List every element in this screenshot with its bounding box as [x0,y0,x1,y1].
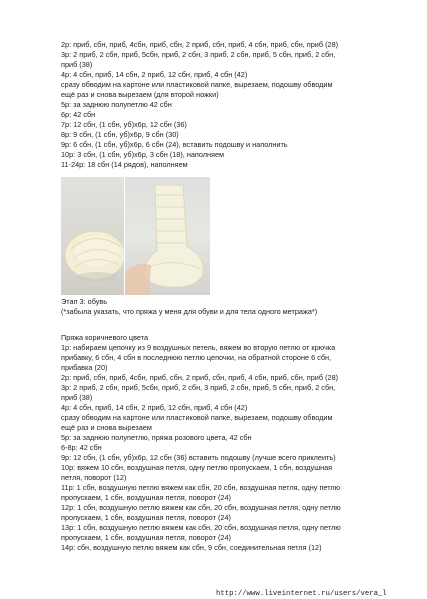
stage-note: (*забыла указать, что пряжа у меня для обуви и для тела одного метража*) [61,307,318,316]
text-line: ещё раз и снова вырезаем (для второй ножки) [61,90,219,99]
text-line: 12р: 1 сбн, воздушную петлю вяжем как сбн, 20 сбн, воздушная петля, одну петлю [61,503,341,512]
text-line: приб (38) [61,60,93,69]
text-line: Пряжа коричневого цвета [61,333,149,342]
pattern-rows-brown [61,333,421,553]
text-line: пропускаем, 1 сбн, воздушная петля, поворот (24) [61,493,231,502]
crocheted-foot-photo-top-view [61,177,124,295]
text-line: 3р: 2 приб, 2 сбн, приб, 5сбн, приб, 2 сбн, 3 приб, 2 сбн, приб, 5 сбн, приб, 2 сбн, [61,50,336,59]
text-line: 11-24р: 18 сбн (14 рядов), наполняем [61,160,188,169]
text-line: 11р: 1 сбн, воздушную петлю вяжем как сбн, 20 сбн, воздушная петля, одну петлю [61,483,341,492]
text-line: 6-8р: 42 сбн [61,443,102,452]
text-line: 10р: 3 сбн, (1 сбн, уб)х6р, 3 сбн (18), наполняем [61,150,225,159]
stage-heading [61,297,421,317]
text-line: 13р: 1 сбн, воздушную петлю вяжем как сбн, 20 сбн, воздушная петля, одну петлю [61,523,341,532]
source-url-footer[interactable]: http://www.liveinternet.ru/users/vera_l [216,590,387,598]
text-line: 10р: вяжем 10 сбн, воздушная петля, одну петлю пропускаем, 1 сбн, воздушная [61,463,333,472]
stage-title: Этап 3: обувь [61,297,108,306]
crocheted-foot-photo-side-view [125,177,210,295]
text-line: 2р: приб, сбн, приб, 4сбн, приб, сбн, 2 приб, сбн, приб, 4 сбн, приб, сбн, приб (28) [61,40,339,49]
text-line: 1р: набираем цепочку из 9 воздушных петель, вяжем во вторую петлю от крючка [61,343,336,352]
text-line: сразу обводим на картоне или пластиковой папке, вырезаем, подошву обводим [61,80,333,89]
yarn-foot-illustration [61,177,124,295]
text-line: 7р: 12 сбн, (1 сбн, уб)х6р, 12 сбн (36) [61,120,187,129]
text-line: 3р: 2 приб, 2 сбн, приб, 5сбн, приб, 2 сбн, 3 приб, 2 сбн, приб, 5 сбн, приб, 2 сбн, [61,383,336,392]
text-line: 8р: 9 сбн, (1 сбн, уб)х6р, 9 сбн (30) [61,130,179,139]
text-line: 9р: 6 сбн, (1 сбн, уб)х6р, 6 сбн (24), вставить подошву и наполнить [61,140,288,149]
text-line: пропускаем, 1 сбн, воздушная петля, поворот (24) [61,533,231,542]
text-line: 5р: за заднюю полупетлю 42 сбн [61,100,172,109]
pattern-rows-top [61,40,421,170]
text-line: 14р: сбн, воздушную петлю вяжем как сбн, 9 сбн, соединительная петля (12) [61,543,322,552]
yarn-foot-illustration [125,177,210,295]
text-line: прибавка (20) [61,363,108,372]
text-line: ещё раз и снова вырезаем [61,423,152,432]
text-line: 4р: 4 сбн, приб, 14 сбн, 2 приб, 12 сбн, приб, 4 сбн (42) [61,70,248,79]
text-line: 6р: 42 сбн [61,110,96,119]
text-line: сразу обводим на картоне или пластиковой папке, вырезаем, подошву обводим [61,413,333,422]
text-line: 4р: 4 сбн, приб, 14 сбн, 2 приб, 12 сбн, приб, 4 сбн (42) [61,403,248,412]
text-line: 9р: 12 сбн, (1 сбн, уб)х6р, 12 сбн (36) вставить подошву (лучше всего приклеить) [61,453,336,462]
text-line: петля, поворот (12) [61,473,127,482]
text-line: 5р: за заднюю полупетлю, пряжа розового цвета, 42 сбн [61,433,252,442]
text-line: пропускаем, 1 сбн, воздушная петля, поворот (24) [61,513,231,522]
text-line: 2р: приб, сбн, приб, 4сбн, приб, сбн, 2 приб, сбн, приб, 4 сбн, приб, сбн, приб (28) [61,373,339,382]
text-line: приб (38) [61,393,93,402]
text-line: прибавку, 6 сбн, 4 сбн в последнюю петлю цепочки, на обратной стороне 6 сбн, [61,353,332,362]
